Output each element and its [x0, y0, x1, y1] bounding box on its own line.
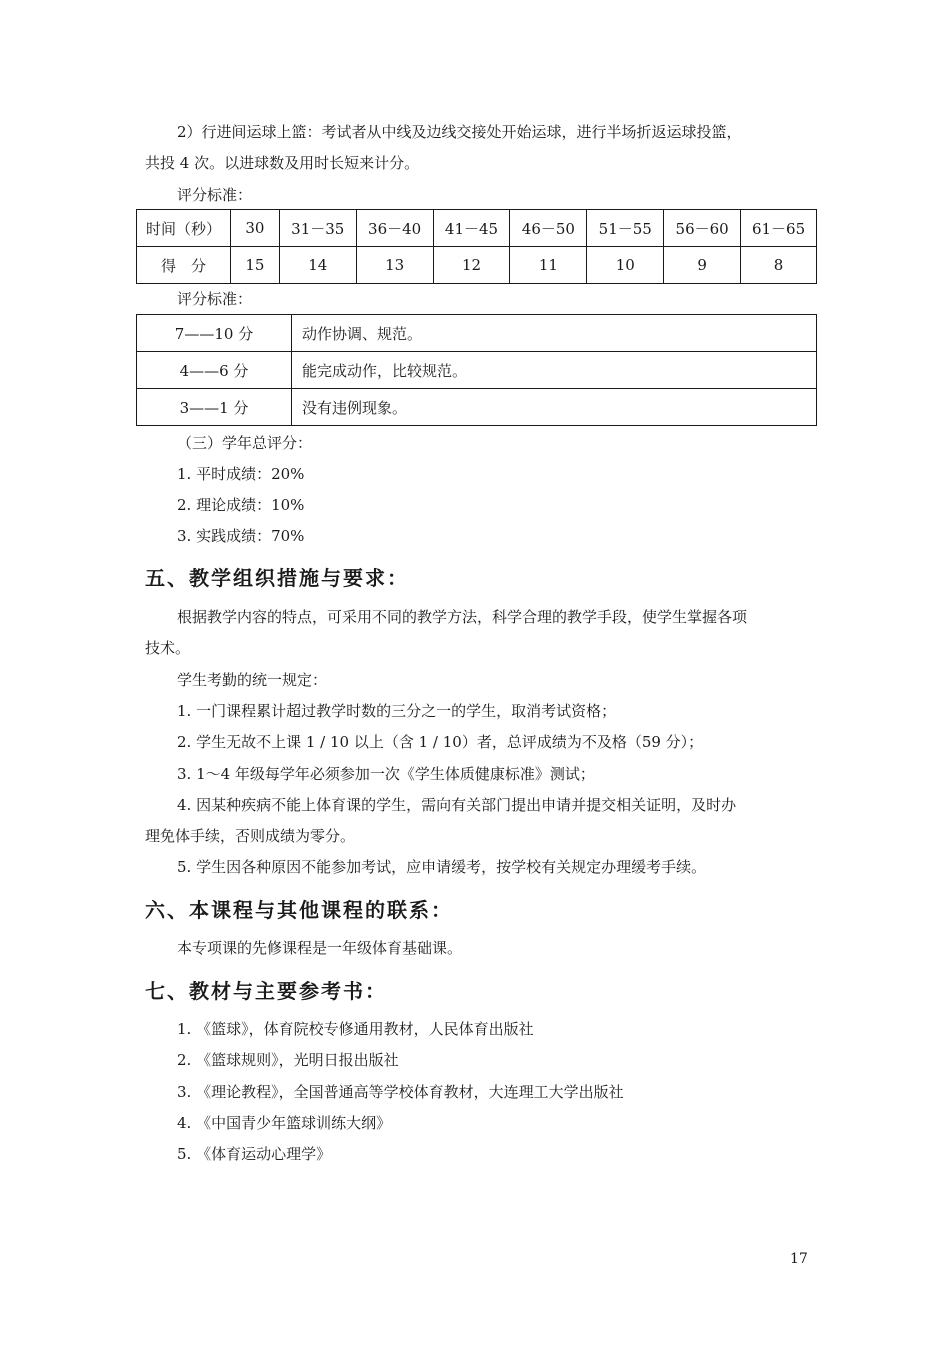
- section-heading: 五、教学组织措施与要求：: [145, 566, 409, 590]
- paragraph-line: 共投 4 次。以进球数及用时长短来计分。: [145, 154, 420, 172]
- paragraph-line: 根据教学内容的特点，可采用不同的教学方法，科学合理的教学手段，使学生掌握各项: [177, 608, 748, 626]
- page-number: 17: [790, 1251, 808, 1267]
- paragraph-line: 技术。: [145, 639, 191, 657]
- table-cell: 3——1 分: [137, 389, 292, 426]
- table-cell: 7——10 分: [137, 315, 292, 352]
- list-item: 2. 《篮球规则》，光明日报出版社: [177, 1051, 399, 1069]
- table-cell: 56－60: [664, 210, 741, 247]
- table-cell: 动作协调、规范。: [292, 315, 817, 352]
- table-cell: 46－50: [510, 210, 587, 247]
- annual-title: （三）学年总评分：: [177, 434, 313, 452]
- list-item: 4. 《中国青少年篮球训练大纲》: [177, 1114, 392, 1132]
- table-header-row: [137, 210, 817, 247]
- score-standard-label: 评分标准：: [177, 186, 253, 204]
- list-item: 3. 《理论教程》，全国普通高等学校体育教材，大连理工大学出版社: [177, 1083, 624, 1101]
- table-row: [137, 247, 817, 284]
- list-item: 1. 平时成绩：20%: [177, 465, 305, 483]
- list-item: 3. 1～4 年级每学年必须参加一次《学生体质健康标准》测试；: [177, 765, 595, 783]
- section-heading: 六、本课程与其他课程的联系：: [145, 898, 453, 922]
- section-heading: 七、教材与主要参考书：: [145, 979, 387, 1003]
- list-item: 1. 《篮球》，体育院校专修通用教材，人民体育出版社: [177, 1020, 534, 1038]
- list-item: 5. 学生因各种原因不能参加考试，应申请缓考，按学校有关规定办理缓考手续。: [177, 858, 707, 876]
- action-score-table: [136, 314, 817, 426]
- table-cell: 12: [433, 247, 510, 284]
- table-cell: 51－55: [587, 210, 664, 247]
- table-cell: 10: [587, 247, 664, 284]
- list-item: 3. 实践成绩：70%: [177, 527, 305, 545]
- paragraph-line: 理免体手续，否则成绩为零分。: [145, 827, 356, 845]
- table-cell: 时间（秒）: [137, 210, 231, 247]
- table-cell: 36－40: [356, 210, 433, 247]
- table-cell: 61－65: [741, 210, 817, 247]
- table-cell: 31－35: [279, 210, 356, 247]
- list-item: 4. 因某种疾病不能上体育课的学生，需向有关部门提出申请并提交相关证明，及时办: [177, 796, 737, 814]
- table-cell: 得 分: [137, 247, 231, 284]
- table-cell: 41－45: [433, 210, 510, 247]
- table-cell: 30: [230, 210, 279, 247]
- list-item: 2. 理论成绩：10%: [177, 496, 305, 514]
- score-standard-label: 评分标准：: [177, 290, 253, 308]
- time-score-table: [136, 209, 817, 284]
- paragraph-line: 学生考勤的统一规定：: [177, 671, 328, 689]
- paragraph-line: 2）行进间运球上篮：考试者从中线及边线交接处开始运球，进行半场折返运球投篮，: [177, 123, 742, 141]
- table-cell: 9: [664, 247, 741, 284]
- list-item: 2. 学生无故不上课 1 / 10 以上（含 1 / 10）者，总评成绩为不及格（59 分）；: [177, 733, 704, 751]
- table-cell: 11: [510, 247, 587, 284]
- table-cell: 15: [230, 247, 279, 284]
- table-cell: 4——6 分: [137, 352, 292, 389]
- table-row: [137, 352, 817, 389]
- table-row: [137, 315, 817, 352]
- table-cell: 13: [356, 247, 433, 284]
- list-item: 5. 《体育运动心理学》: [177, 1145, 332, 1163]
- paragraph-line: 本专项课的先修课程是一年级体育基础课。: [177, 939, 463, 957]
- table-row: [137, 389, 817, 426]
- table-cell: 14: [279, 247, 356, 284]
- table-cell: 没有违例现象。: [292, 389, 817, 426]
- list-item: 1. 一门课程累计超过教学时数的三分之一的学生，取消考试资格；: [177, 702, 617, 720]
- table-cell: 8: [741, 247, 817, 284]
- table-cell: 能完成动作，比较规范。: [292, 352, 817, 389]
